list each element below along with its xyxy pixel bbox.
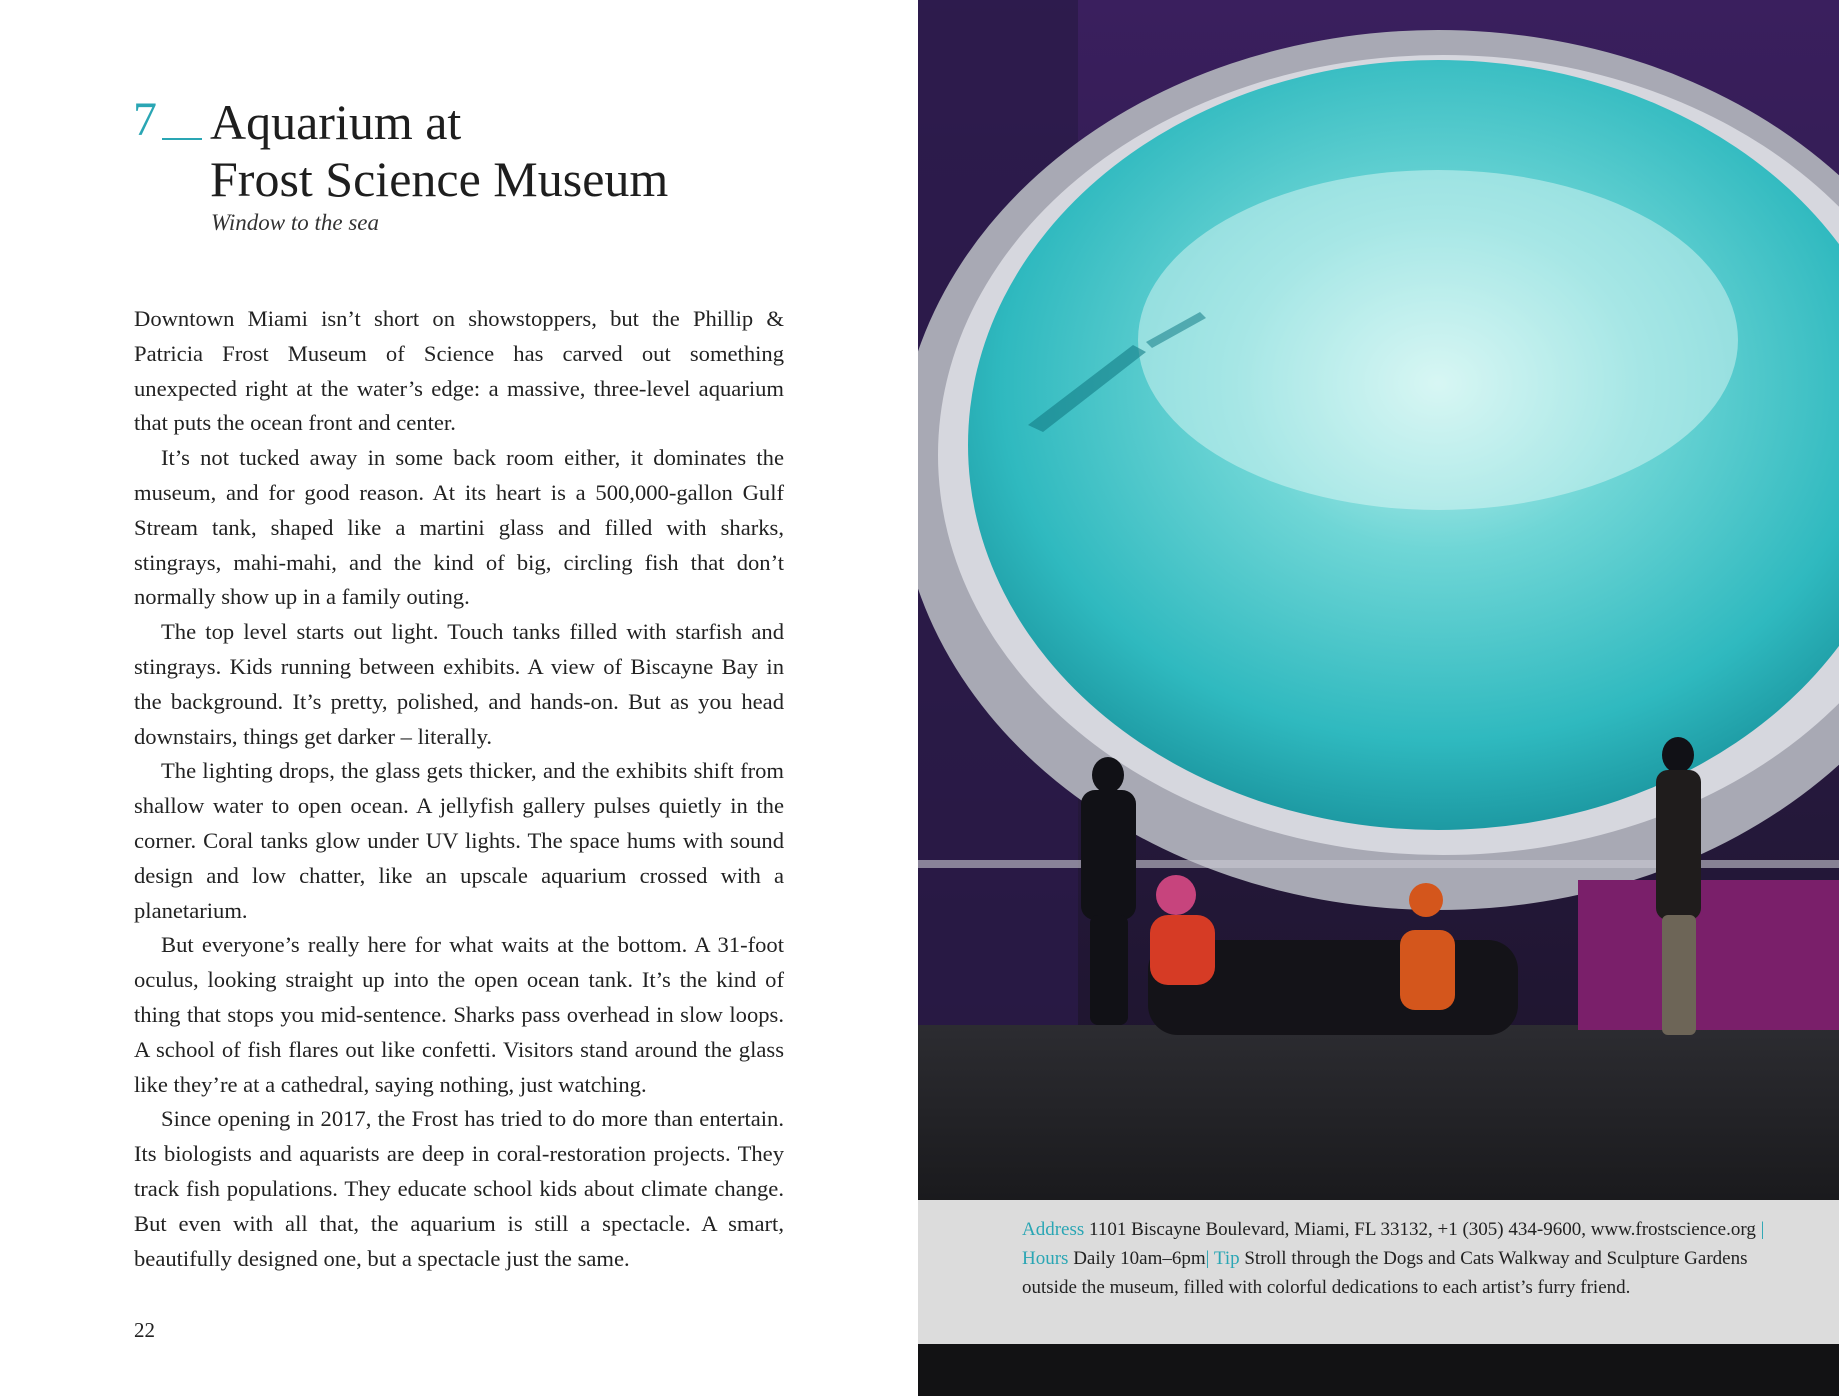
chapter-number-rule bbox=[162, 138, 202, 140]
visitor-legs bbox=[1662, 915, 1696, 1035]
tip-value: Stroll through the Dogs and Cats Walkway and Sculpture Gardens outside the museum, filled with colorful dedications to each artist’s furry friend. bbox=[1022, 1248, 1748, 1298]
paragraph: The top level starts out light. Touch tanks filled with starfish and stingrays. Kids running between exhibits. A view of Biscayne Bay in the background. It’s pretty, polished, and hands-on. But as you head downstairs, things get darker – literally. bbox=[134, 619, 784, 749]
visitor-legs bbox=[1090, 915, 1128, 1025]
visitor-body bbox=[1656, 770, 1701, 920]
paragraph: But everyone’s really here for what waits at the bottom. A 31-foot oculus, looking straight up into the open ocean tank. It’s the kind of thing that stops you mid-sentence. Sharks pass overhead in slow loops. A school of fish flares out like confetti. Visitors stand around the glass like they’re at a cathedral, saying nothing, just watching. bbox=[134, 932, 784, 1097]
address-value: 1101 Biscayne Boulevard, Miami, FL 33132, +1 (305) 434-9600, www.frostscience.org bbox=[1089, 1219, 1756, 1240]
paragraph: Downtown Miami isn’t short on showstoppers, but the Phillip & Patricia Frost Museum of Science has carved out something unexpected right at the water’s edge: a massive, three-level aquarium that puts the ocean front and center. bbox=[134, 306, 784, 436]
paragraph: The lighting drops, the glass gets thicker, and the exhibits shift from shallow water to open ocean. A jellyfish gallery pulses quietly in the corner. Coral tanks glow under UV lights. The space hums with sound design and low chatter, like an upscale aquarium crossed with a planetarium. bbox=[134, 758, 784, 923]
page-subtitle: Window to the sea bbox=[211, 210, 380, 235]
info-separator: | bbox=[1205, 1248, 1210, 1269]
paragraph: Since opening in 2017, the Frost has tried to do more than entertain. Its biologists and aquarists are deep in coral-restoration projects. They track fish populations. They educate school kids about climate change. But even with all that, the aquarium is still a spectacle. A smart, beautifully designed one, but a spectacle just the same. bbox=[134, 1106, 784, 1271]
photo-bottom-strip bbox=[918, 1344, 1839, 1396]
visitor-body bbox=[1081, 790, 1136, 920]
visitor-head bbox=[1662, 737, 1694, 773]
oculus-light-shape bbox=[1138, 170, 1738, 510]
hours-value: Daily 10am–6pm bbox=[1073, 1248, 1206, 1269]
page-number: 22 bbox=[134, 1318, 155, 1342]
right-page bbox=[918, 0, 1839, 1396]
address-label: Address bbox=[1022, 1219, 1085, 1240]
visitor-head bbox=[1092, 757, 1124, 793]
aquarium-oculus-photo bbox=[918, 0, 1839, 1200]
floor-shape bbox=[918, 1025, 1839, 1200]
title-line-1: Aquarium at bbox=[210, 94, 462, 150]
wall-panel-shape bbox=[1578, 880, 1839, 1030]
left-page bbox=[0, 0, 918, 1396]
page-title bbox=[210, 94, 668, 208]
info-separator: | bbox=[1760, 1219, 1765, 1240]
hours-label: Hours bbox=[1022, 1248, 1069, 1269]
article-body bbox=[134, 302, 784, 1276]
title-line-2: Frost Science Museum bbox=[210, 151, 669, 207]
chapter-number: 7 bbox=[133, 93, 157, 146]
visitor-info-box bbox=[918, 1200, 1839, 1344]
paragraph: It’s not tucked away in some back room either, it dominates the museum, and for good reason. At its heart is a 500,000-gallon Gulf Stream tank, shaped like a martini glass and filled with sharks, stingrays, mahi-mahi, and the kind of big, circling fish that don’t normally show up in a family outing. bbox=[134, 445, 784, 610]
tip-label: Tip bbox=[1213, 1248, 1240, 1269]
